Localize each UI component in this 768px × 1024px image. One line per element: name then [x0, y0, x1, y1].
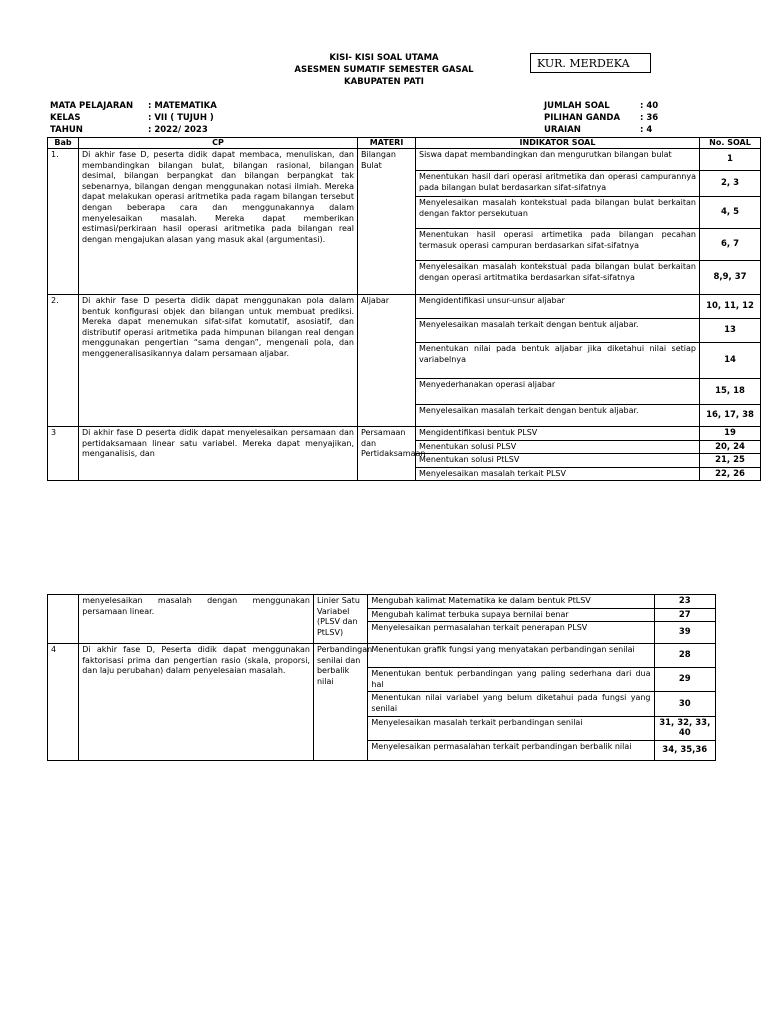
meta-value: : MATEMATIKA: [148, 101, 217, 111]
indikator-cell: Menentukan hasil dari operasi aritmetika dan operasi campurannya pada bilangan bulat berdasarkan sifat-sifatnya: [416, 171, 700, 197]
indikator-cell: Menentukan bentuk perbandingan yang paling sederhana dari dua hal: [368, 668, 654, 692]
no-soal-cell: 22, 26: [700, 467, 761, 481]
meta-row: [50, 112, 217, 124]
indikator-cell: Menentukan grafik fungsi yang menyatakan perbandingan senilai: [368, 644, 654, 668]
no-soal-cell: 20, 24: [700, 440, 761, 454]
indikator-cell: Siswa dapat membandingkan dan mengurutkan bilangan bulat: [416, 149, 700, 171]
no-soal-cell: 13: [700, 319, 761, 343]
meta-value: : VII ( TUJUH ): [148, 113, 214, 123]
no-soal-cell: 28: [654, 644, 715, 668]
table-row: [48, 295, 761, 319]
table-row: [48, 595, 716, 609]
indikator-cell: Menentukan hasil operasi artimetika pada bilangan pecahan termasuk operasi campuran berdasarkan sifat-sifatnya: [416, 229, 700, 261]
no-soal-cell: 34, 35,36: [654, 740, 715, 760]
meta-key: MATA PELAJARAN: [50, 101, 134, 111]
meta-key: PILIHAN GANDA: [544, 113, 621, 123]
meta-value: : 40: [640, 101, 659, 111]
meta-key: JUMLAH SOAL: [544, 101, 610, 111]
no-soal-cell: 31, 32, 33, 40: [654, 716, 715, 740]
table-row: [48, 427, 761, 441]
no-soal-cell: 8,9, 37: [700, 261, 761, 295]
no-soal-cell: 30: [654, 692, 715, 716]
indikator-cell: Menyelesaikan masalah kontekstual pada bilangan bulat berkaitan dengan faktor persekutuan: [416, 197, 700, 229]
column-header: CP: [79, 138, 358, 149]
meta-row: [544, 112, 658, 124]
no-soal-cell: 10, 11, 12: [700, 295, 761, 319]
materi-cell: Aljabar: [358, 295, 416, 427]
cp-cell: Di akhir fase D, Peserta didik dapat menggunakan faktorisasi prima dan pengertian rasio (skala, proporsi, dan laju perubahan) dalam penyelesaian masalah.: [79, 644, 314, 761]
bab-cell: 4: [48, 644, 79, 761]
meta-left: [50, 100, 217, 136]
no-soal-cell: 4, 5: [700, 197, 761, 229]
materi-cell: Persamaan dan Pertidaksamaan: [358, 427, 416, 481]
table-row: [48, 149, 761, 171]
indikator-cell: Menyederhanakan operasi aljabar: [416, 379, 700, 405]
indikator-cell: Menentukan nilai variabel yang belum diketahui pada fungsi yang senilai: [368, 692, 654, 716]
column-header: MATERI: [358, 138, 416, 149]
meta-key: TAHUN: [50, 125, 83, 135]
meta-value: : 4: [640, 125, 653, 135]
bab-cell: 3: [48, 427, 79, 481]
indikator-cell: Menyelesaikan masalah terkait dengan bentuk aljabar.: [416, 405, 700, 427]
cp-cell: menyelesaikan masalah dengan menggunakan persamaan linear.: [79, 595, 314, 644]
meta-row: [50, 100, 217, 112]
kisi-table-page1: [47, 137, 761, 481]
materi-cell: Perbandingan senilai dan berbalik nilai: [313, 644, 367, 761]
indikator-cell: Menyelesaikan permasalahan terkait penerapan PLSV: [368, 622, 654, 644]
meta-value: : 2022/ 2023: [148, 125, 208, 135]
column-header: INDIKATOR SOAL: [416, 138, 700, 149]
table-row: [48, 644, 716, 668]
meta-right: [544, 100, 658, 136]
cp-cell: Di akhir fase D, peserta didik dapat membaca, menuliskan, dan membandingkan bilangan bulat, bilangan rasional, bilangan desimal, bilangan berpangkat dan bilangan berpangkat tak sebenarnya, bilangan dengan menggunakan notasi ilmiah. Mereka dapat melakukan operasi aritmetika pada ragam bilangan tersebut dengan beberapa cara dan menggunakannya dalam menyelesaikan masalah. Mereka dapat memberikan estimasi/perkiraan hasil operasi aritmetika pada bilangan real dengan mengajukan alasan yang masuk akal (argumentasi).: [79, 149, 358, 295]
meta-value: : 36: [640, 113, 659, 123]
indikator-cell: Mengubah kalimat Matematika ke dalam bentuk PtLSV: [368, 595, 654, 609]
indikator-cell: Menentukan solusi PtLSV: [416, 454, 700, 468]
indikator-cell: Menentukan solusi PLSV: [416, 440, 700, 454]
meta-key: KELAS: [50, 113, 81, 123]
no-soal-cell: 21, 25: [700, 454, 761, 468]
indikator-cell: Menyelesaikan masalah terkait PLSV: [416, 467, 700, 481]
kurikulum-box: KUR. MERDEKA: [530, 53, 651, 73]
indikator-cell: Menyelesaikan masalah terkait dengan bentuk aljabar.: [416, 319, 700, 343]
cp-cell: Di akhir fase D peserta didik dapat menggunakan pola dalam bentuk konfigurasi objek dan bilangan untuk membuat prediksi. Mereka dapat menemukan sifat-sifat komutatif, asosiatif, dan distributif operasi aritmetika pada himpunan bilangan real dengan menggunakan pengertian “sama dengan”, mengenali pola, dan menggeneralisasikannya dalam persamaan aljabar.: [79, 295, 358, 427]
no-soal-cell: 27: [654, 608, 715, 622]
header-line1: KISI- KISI SOAL UTAMA: [329, 53, 439, 63]
indikator-cell: Menentukan nilai pada bentuk aljabar jika diketahui nilai setiap variabelnya: [416, 343, 700, 379]
meta-row: [50, 124, 217, 136]
indikator-cell: Menyelesaikan masalah terkait perbandingan senilai: [368, 716, 654, 740]
no-soal-cell: 2, 3: [700, 171, 761, 197]
no-soal-cell: 1: [700, 149, 761, 171]
kisi-table-page2: [47, 594, 716, 761]
materi-cell: Bilangan Bulat: [358, 149, 416, 295]
meta-row: [544, 100, 658, 112]
header-line2: ASESMEN SUMATIF SEMESTER GASAL: [294, 65, 474, 75]
meta-row: [544, 124, 658, 136]
column-header: Bab: [48, 138, 79, 149]
header-line3: KABUPATEN PATI: [344, 77, 424, 87]
indikator-cell: Menyelesaikan permasalahan terkait perbandingan berbalik nilai: [368, 740, 654, 760]
meta-key: URAIAN: [544, 125, 581, 135]
indikator-cell: Mengidentifikasi bentuk PLSV: [416, 427, 700, 441]
indikator-cell: Menyelesaikan masalah kontekstual pada bilangan bulat berkaitan dengan operasi artitmatika berdasarkan sifat-sifatnya: [416, 261, 700, 295]
materi-cell: Linier Satu Variabel (PLSV dan PtLSV): [313, 595, 367, 644]
column-header: No. SOAL: [700, 138, 761, 149]
no-soal-cell: 23: [654, 595, 715, 609]
bab-cell: 1.: [48, 149, 79, 295]
no-soal-cell: 29: [654, 668, 715, 692]
no-soal-cell: 39: [654, 622, 715, 644]
indikator-cell: Mengubah kalimat terbuka supaya bernilai benar: [368, 608, 654, 622]
no-soal-cell: 19: [700, 427, 761, 441]
cp-cell: Di akhir fase D peserta didik dapat menyelesaikan persamaan dan pertidaksamaan linear satu variabel. Mereka dapat menyajikan, menganalisis, dan: [79, 427, 358, 481]
no-soal-cell: 14: [700, 343, 761, 379]
indikator-cell: Mengidentifikasi unsur-unsur aljabar: [416, 295, 700, 319]
bab-cell: [48, 595, 79, 644]
bab-cell: 2.: [48, 295, 79, 427]
no-soal-cell: 6, 7: [700, 229, 761, 261]
no-soal-cell: 16, 17, 38: [700, 405, 761, 427]
no-soal-cell: 15, 18: [700, 379, 761, 405]
